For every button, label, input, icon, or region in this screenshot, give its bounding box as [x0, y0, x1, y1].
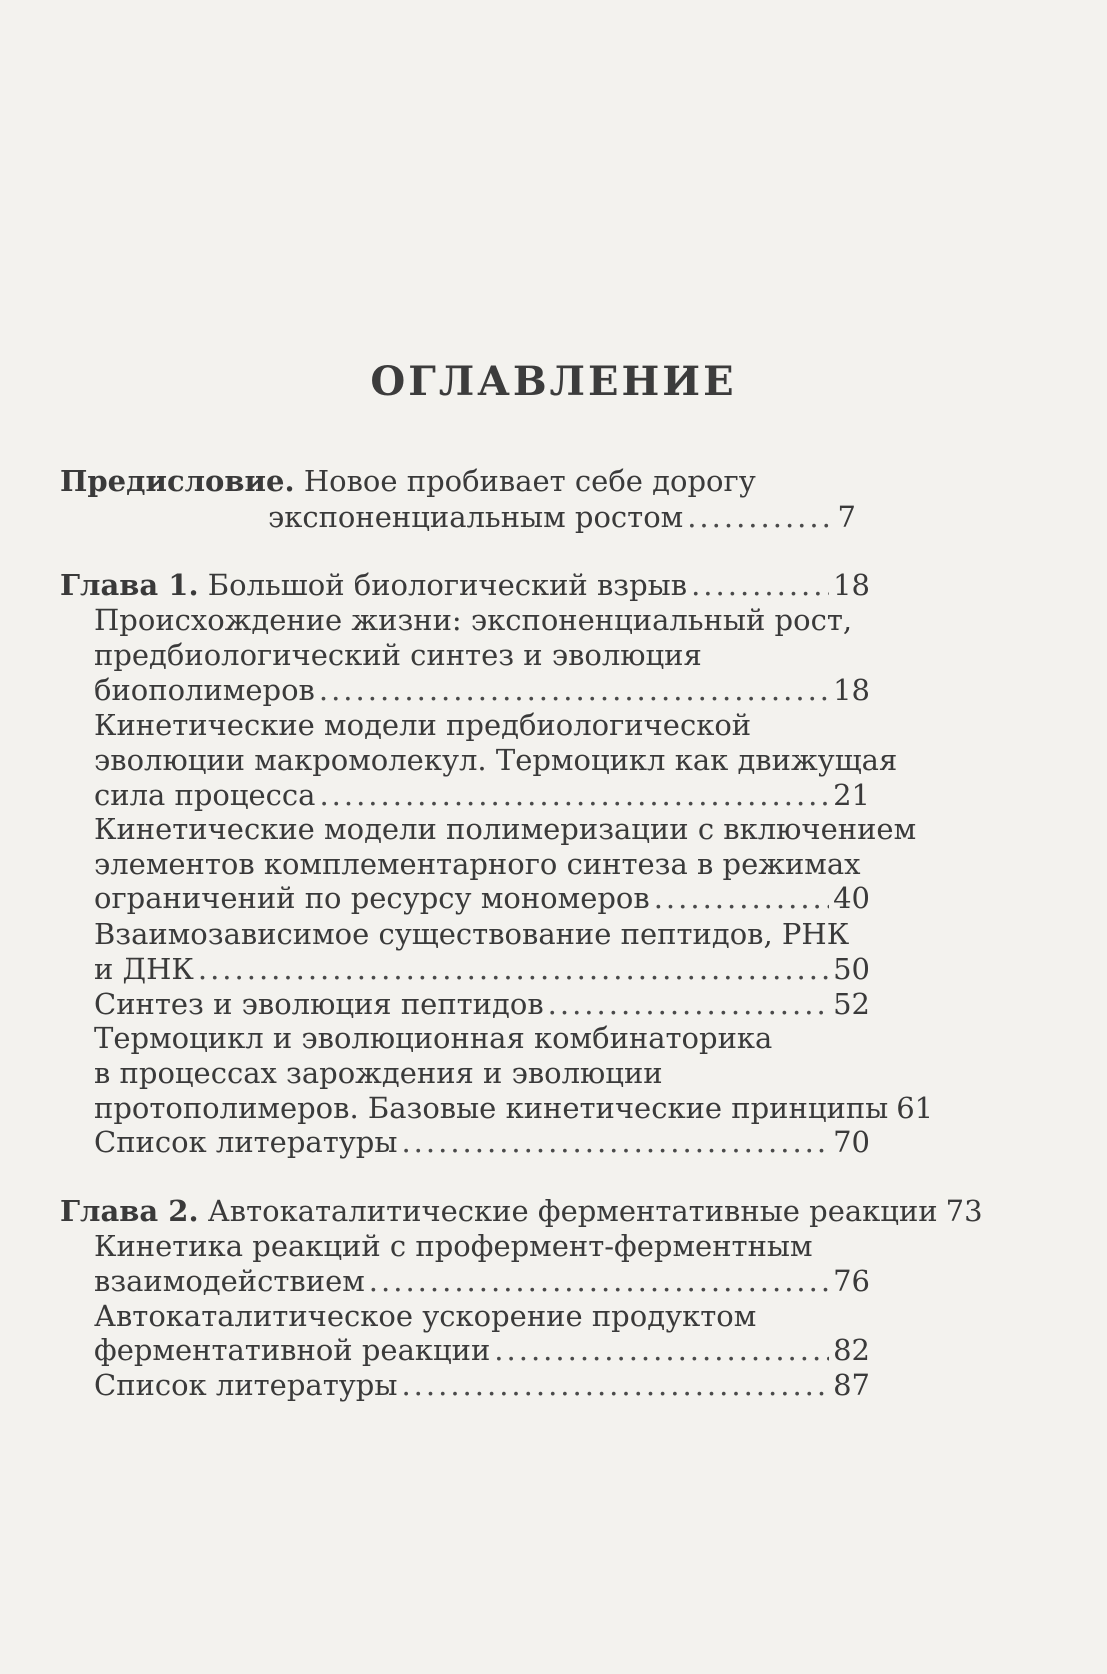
toc-entry-text: протополимеров. Базовые кинетические принципы [94, 1091, 889, 1125]
toc-entry[interactable] [94, 879, 870, 917]
preface-heading [60, 462, 756, 500]
toc-entry-text: Кинетика реакций с профермент-ферментным [94, 1229, 813, 1263]
leader-dots [494, 1331, 829, 1369]
page-number: 21 [833, 778, 870, 812]
chapter-1-heading [60, 566, 687, 604]
leader-dots [369, 1262, 829, 1300]
toc-entry-text: эволюции макромолекул. Термоцикл как движущая [94, 743, 898, 777]
chapter-2-label: Глава 2. [60, 1194, 199, 1228]
page-number: 18 [833, 673, 870, 707]
page-number: 70 [833, 1125, 870, 1159]
toc-entry-text: Кинетические модели полимеризации с включением [94, 812, 917, 846]
preface-title-line2: экспоненциальным ростом [268, 500, 684, 534]
toc-entry-text: Синтез и эволюция пептидов [94, 987, 544, 1021]
page-number: 18 [833, 568, 870, 602]
leader-dots [319, 776, 829, 814]
page-number: 52 [833, 987, 870, 1021]
toc-entry[interactable] [94, 1089, 934, 1127]
toc-entry-text: в процессах зарождения и эволюции [94, 1056, 663, 1090]
page-number: 73 [945, 1194, 983, 1228]
toc-entry[interactable] [94, 776, 870, 814]
page-number: 76 [833, 1264, 870, 1298]
toc-entry-text: Происхождение жизни: экспоненциальный рост, [94, 603, 853, 637]
toc-entry-text: Взаимозависимое существование пептидов, РНК [94, 917, 850, 951]
leader-dots [654, 879, 829, 917]
toc-entry-text: ограничений по ресурсу мономеров [94, 881, 650, 915]
toc-entry[interactable] [94, 950, 870, 988]
page-title: ОГЛАВЛЕНИЕ [370, 358, 737, 405]
chapter-1-entry[interactable] [60, 566, 870, 604]
toc-entry[interactable] [94, 1123, 870, 1161]
toc-entry-text: элементов комплементарного синтеза в режимах [94, 847, 861, 881]
chapter-2-title: Автокаталитические ферментативные реакции [207, 1194, 938, 1228]
toc-entry-text: ферментативной реакции [94, 1333, 491, 1367]
toc-entry[interactable] [94, 671, 870, 709]
toc-entry-text: Список литературы [94, 1125, 398, 1159]
chapter-1-label: Глава 1. [60, 568, 199, 602]
toc-entry[interactable] [94, 1262, 870, 1300]
leader-dots [401, 1123, 829, 1161]
page-number: 7 [837, 500, 856, 534]
toc-entry-text: Список литературы [94, 1368, 398, 1402]
leader-dots [319, 671, 829, 709]
page-number: 61 [896, 1091, 934, 1125]
toc-entry[interactable] [94, 1366, 870, 1404]
leader-dots [691, 566, 829, 604]
chapter-1-title: Большой биологический взрыв [207, 568, 688, 602]
leader-dots [548, 985, 829, 1023]
toc-entry-text: Кинетические модели предбиологической [94, 708, 752, 742]
toc-entry-text: предбиологический синтез и эволюция [94, 638, 702, 672]
leader-dots [198, 950, 829, 988]
toc-entry[interactable] [94, 985, 870, 1023]
page-number: 40 [833, 881, 870, 915]
toc-entry-text: сила процесса [94, 778, 316, 812]
toc-entry-text: Термоцикл и эволюционная комбинаторика [94, 1021, 773, 1055]
page-number: 82 [833, 1333, 870, 1367]
toc-entry[interactable] [94, 1331, 870, 1369]
chapter-2-heading [60, 1192, 938, 1230]
toc-entry-text: Автокаталитическое ускорение продуктом [94, 1299, 757, 1333]
leader-dots [401, 1366, 829, 1404]
leader-dots [687, 498, 833, 536]
page-number: 50 [833, 952, 870, 986]
preface-entry[interactable] [268, 498, 856, 536]
chapter-2-entry[interactable] [60, 1192, 983, 1230]
toc-entry-text: биополимеров [94, 673, 315, 707]
page-number: 87 [833, 1368, 870, 1402]
toc-entry-text: взаимодействием [94, 1264, 365, 1298]
preface-title-line1: Новое пробивает себе дорогу [303, 464, 756, 498]
toc-entry-text: и ДНК [94, 952, 194, 986]
preface-label: Предисловие. [60, 464, 295, 498]
